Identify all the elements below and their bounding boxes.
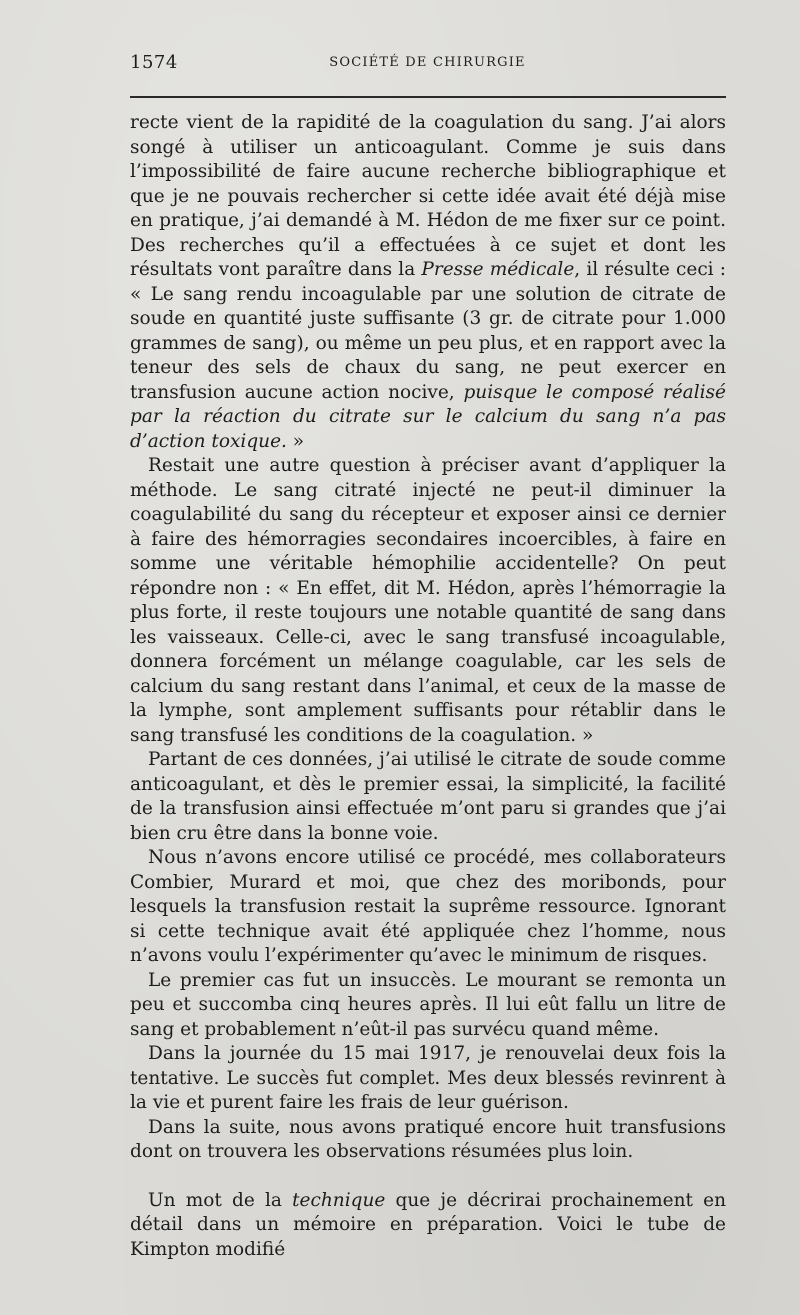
journal-title: Presse médicale xyxy=(421,259,575,280)
paragraph-2: Restait une autre question à préciser avant d’appliquer la méthode. Le sang citraté injecté ne peut-il diminuer la coagulabilité du sang du récepteur et exposer ainsi ce dernier à faire des hémorragies secondaires incoercibles, à faire en somme une véritable hémophilie accidentelle? On peut répondre non : « En effet, dit M. Hédon, après l’hémorragie la plus forte, il reste toujours une notable quantité de sang dans les vaisseaux. Celle-ci, avec le sang transfusé incoagulable, donnera forcément un mélange coagulable, car les sels de calcium du sang restant dans l’animal, et ceux de la masse de la lymphe, sont amplement suffisants pour rétablir dans le sang transfusé les conditions de la coagulation. » xyxy=(130,455,726,746)
header-rule xyxy=(130,96,726,98)
paragraph-7: Dans la suite, nous avons pratiqué encore huit transfusions dont on trouvera les observations résumées plus loin. xyxy=(130,1116,726,1162)
paragraph-1: recte vient de la rapidité de la coagulation du sang. J’ai alors songé à utiliser un anticoagulant. Comme je suis dans l’impossibilité de faire aucune recherche bibliographique et que je ne pouvais rechercher si cette idée avait été déjà mise en pratique, j’ai demandé à M. Hédon de me fixer sur ce point. Des recherches qu’il a effectuées à ce sujet et dont les résultats vont paraître dans la Presse médicale, il résulte ceci : « Le sang rendu incoagulable par une solution de citrate de soude en quantité juste suffisante (3 gr. de citrate pour 1.000 grammes de sang), ou même un peu plus, et en rapport avec la teneur des sels de chaux du sang, ne peut exercer en transfusion aucune action nocive, puisque le composé réalisé par la réaction du citrate sur le calcium du sang n’a pas d’action toxique. » xyxy=(130,112,727,452)
running-title: SOCIÉTÉ DE CHIRURGIE xyxy=(329,55,526,70)
paragraph-5: Le premier cas fut un insuccès. Le mourant se remonta un peu et succomba cinq heures après. Il lui eût fallu un litre de sang et probablement n’eût-il pas survécu quand même. xyxy=(130,969,726,1040)
paragraph-3: Partant de ces données, j’ai utilisé le citrate de soude comme anticoagulant, et dès le premier essai, la simplicité, la facilité de la transfusion ainsi effectuée m’ont paru si grandes que j’ai bien cru être dans la bonne voie. xyxy=(130,749,726,844)
body-text xyxy=(130,111,726,1262)
page-header xyxy=(130,52,725,76)
quote-emphasis: puisque le composé réalisé par la réaction du citrate sur le calcium du sang n’a pas d’action toxique. xyxy=(130,381,726,452)
paragraph-6: Dans la journée du 15 mai 1917, je renouvelai deux fois la tentative. Le succès fut complet. Mes deux blessés revinrent à la vie et purent faire les frais de leur guérison. xyxy=(130,1043,726,1113)
paragraph-4: Nous n’avons encore utilisé ce procédé, mes collaborateurs Combier, Murard et moi, que chez des moribonds, pour lesquels la transfusion restait la suprême ressource. Ignorant si cette technique avait été appliquée chez l’homme, nous n’avons voulu l’expérimenter qu’avec le minimum de risques. xyxy=(130,847,726,966)
page-number: 1574 xyxy=(130,52,178,73)
technique-emphasis: technique xyxy=(292,1189,386,1211)
paragraph-8: Un mot de la technique que je décrirai prochainement en détail dans un mémoire en préparation. Voici le tube de Kimpton modifié xyxy=(130,1189,726,1260)
